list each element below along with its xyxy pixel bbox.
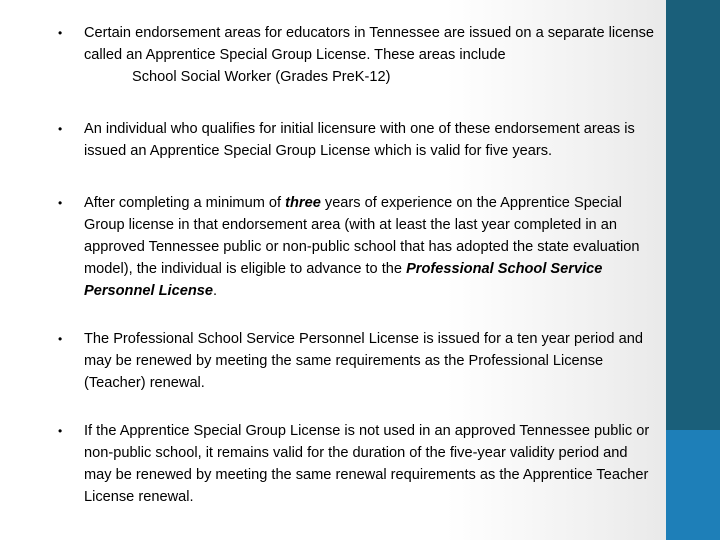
- bullet-item-1: [58, 22, 658, 88]
- bullet-text: An individual who qualifies for initial licensure with one of these endorsement areas is issued an Apprentice Special Group License which is valid for five years.: [84, 121, 635, 159]
- bullet-text: Certain endorsement areas for educators in Tennessee are issued on a separate license called an Apprentice Special Group License. These areas include: [84, 25, 655, 63]
- bullet-indented-line: School Social Worker (Grades PreK-12): [132, 69, 391, 85]
- bullet-text: If the Apprentice Special Group License is not used in an approved Tennessee public or non-public school, it remains valid for the duration of the five-year validity period and may be renewed by meeting the same renewal requirements as the Apprentice Teacher License renewal.: [84, 423, 650, 505]
- bullet-icon: •: [58, 196, 63, 210]
- bullet-item-5: [58, 420, 658, 508]
- bullet-icon: •: [58, 424, 63, 438]
- bullet-icon: •: [58, 122, 63, 136]
- bullet-strong: Professional School Service Personnel License: [84, 261, 603, 299]
- bullet-text: The Professional School Service Personnel License is issued for a ten year period and may be renewed by meeting the same requirements as the Professional License (Teacher) renewal.: [84, 331, 643, 391]
- bullet-item-4: [58, 328, 658, 394]
- bullet-text-before: After completing a minimum of: [84, 195, 286, 211]
- bullet-icon: •: [58, 332, 63, 346]
- slide-body: [58, 18, 658, 508]
- bullet-item-3: [58, 192, 658, 302]
- accent-stripe-bottom: [666, 430, 720, 540]
- bullet-text-end: .: [212, 283, 218, 299]
- accent-stripe-top: [666, 0, 720, 430]
- bullet-icon: •: [58, 26, 63, 40]
- bullet-emphasis: three: [285, 195, 321, 211]
- bullet-text-after: years of experience on the Apprentice Special Group license in that endorsement area (with at least the last year completed in an approved Tennessee public or non-public school that has adopted the state evaluation model), the individual is eligible to advance to the: [84, 195, 640, 277]
- bullet-item-2: [58, 118, 658, 162]
- bullet-list: [58, 22, 658, 508]
